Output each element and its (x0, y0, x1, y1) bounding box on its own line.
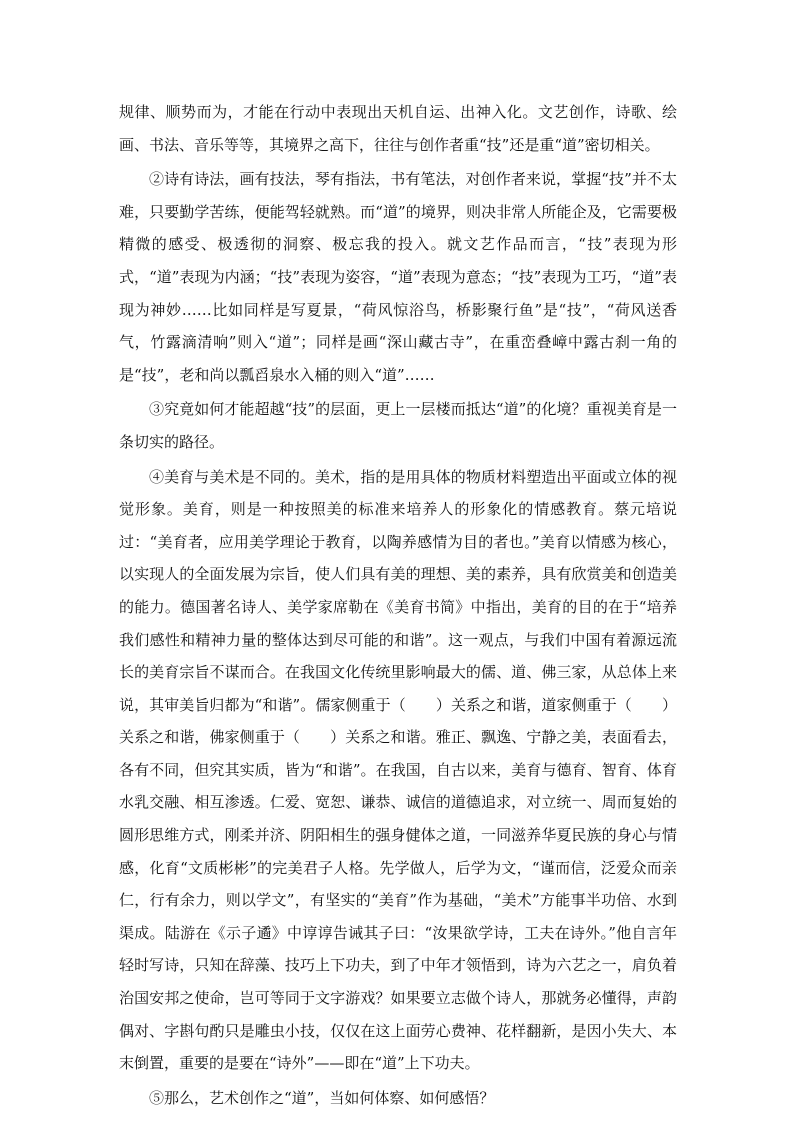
paragraph-5: ⑤那么，艺术创作之“道”，当如何体察、如何感悟？ (149, 1088, 495, 1107)
paragraph-continuation: 规律、顺势而为，才能在行动中表现出天机自运、出神入化。文艺创作，诗歌、绘画、书法、音乐等等，其境界之高下，往往与创作者重“技”还是重“道”密切相关。 (119, 103, 677, 154)
paragraph-4: ④美育与美术是不同的。美术，指的是用具体的物质材料塑造出平面或立体的视觉形象。美育，则是一种按照美的标准来培养人的形象化的情感教育。蔡元培说过：“美育者，应用美学理论于教育，以陶养感情为目的者也。”美育以情感为核心，以实现人的全面发展为宗旨，使人们具有美的理想、美的素养，具有欣赏美和创造美的能力。德国著名诗人、美学家席勒在《美育书简》中指出，美育的目的在于“培养我们感性和精神力量的整体达到尽可能的和谐”。这一观点，与我们中国有着源远流长的美育宗旨不谋而合。在我国文化传统里影响最大的儒、道、佛三家，从总体上来说，其审美旨归都为“和谐”。儒家侧重于（ ）关系之和谐，道家侧重于（ ）关系之和谐，佛家侧重于（ ）关系之和谐。雅正、飘逸、宁静之美，表面看去，各有不同，但究其实质，皆为“和谐”。在我国，自古以来，美育与德育、智育、体育水乳交融、相互渗透。仁爱、宽恕、谦恭、诚信的道德追求，对立统一、周而复始的圆形思维方式，刚柔并济、阴阳相生的强身健体之道，一同滋养华夏民族的身心与情感，化育“文质彬彬”的完美君子人格。先学做人，后学为文，“谨而信，泛爱众而亲仁，行有余力，则以学文”，有坚实的“美育”作为基础，“美术”方能事半功倍、水到渠成。陆游在《示子遹》中谆谆告诫其子曰：“汝果欲学诗，工夫在诗外。”他自言年轻时写诗，只知在辞藻、技巧上下功夫，到了中年才领悟到，诗为六艺之一，肩负着治国安邦之使命，岂可等同于文字游戏？如果要立志做个诗人，那就务必懂得，声韵偶对、字斟句酌只是雕虫小技，仅仅在这上面劳心费神、花样翻新，是因小失大、本末倒置，重要的是要在“诗外”——即在“道”上下功夫。 (119, 467, 677, 1073)
paragraph-2: ②诗有诗法，画有技法，琴有指法，书有笔法，对创作者来说，掌握“技”并不太难，只要勤学苦练，便能驾轻就熟。而“道”的境界，则决非常人所能企及，它需要极精微的感受、极透彻的洞察、极忘我的投入。就文艺作品而言，“技”表现为形式，“道”表现为内涵；“技”表现为姿容，“道”表现为意态；“技”表现为工巧，“道”表现为神妙……比如同样是写夏景，“荷风惊浴鸟，桥影聚行鱼”是“技”，“荷风送香气，竹露滴清响”则入“道”；同样是画“深山藏古寺”，在重峦叠嶂中露古刹一角的是“技”，老和尚以瓢舀泉水入桶的则入“道”…… (119, 170, 677, 384)
paragraph-3: ③究竟如何才能超越“技”的层面，更上一层楼而抵达“道”的化境？重视美育是一条切实的路径。 (119, 400, 677, 451)
article-body (119, 96, 677, 1114)
